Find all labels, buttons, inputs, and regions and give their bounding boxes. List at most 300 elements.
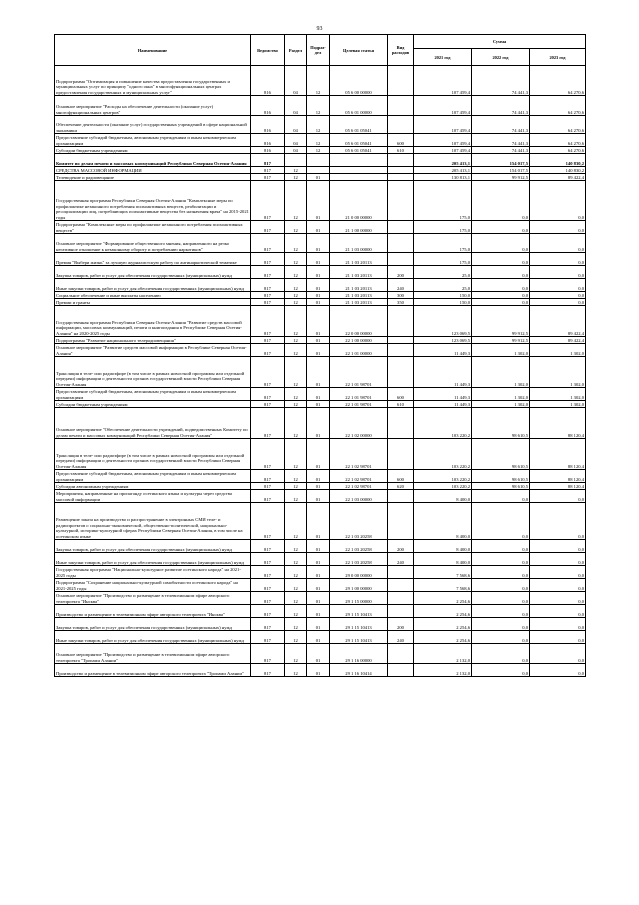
row-ministry: 817 xyxy=(251,618,285,631)
row-section: 12 xyxy=(285,579,307,592)
row-2023: 89 422,4 xyxy=(530,306,586,337)
header-expense-type: Вид расходов xyxy=(388,35,414,66)
row-subsection: 12 xyxy=(307,116,330,134)
row-section: 12 xyxy=(285,167,307,174)
row-expense-type: 600 xyxy=(388,388,414,401)
row-2021: 25,0 xyxy=(414,266,472,279)
row-2023: 0,0 xyxy=(530,644,586,664)
row-expense-type xyxy=(388,66,414,96)
row-ministry: 817 xyxy=(251,401,285,408)
row-expense-type xyxy=(388,221,414,234)
row-expense-type: 240 xyxy=(388,631,414,644)
row-2022: 0,0 xyxy=(472,292,530,299)
table-row xyxy=(55,618,586,631)
row-ministry: 817 xyxy=(251,234,285,253)
row-name: Предоставление субсидий бюджетным, автономным учреждениям и иным некоммерческим организациям xyxy=(55,470,251,483)
row-2021: 107 459,4 xyxy=(414,147,472,154)
row-section: 12 xyxy=(285,470,307,483)
row-name: Закупка товаров, работ и услуг для обеспечения государственных (муниципальных) нужд xyxy=(55,266,251,279)
row-target: 21 1 00 00000 xyxy=(330,221,388,234)
row-ministry: 817 xyxy=(251,631,285,644)
row-expense-type xyxy=(388,605,414,618)
row-2022: 0,0 xyxy=(472,490,530,503)
row-subsection: 01 xyxy=(307,299,330,306)
row-name: Социальное обеспечение и иные выплаты населению xyxy=(55,292,251,299)
row-2021: 107 459,4 xyxy=(414,134,472,147)
row-expense-type xyxy=(388,344,414,357)
row-name: Обеспечение деятельности (оказание услуг) государственных учреждений в сфере национальной экономики xyxy=(55,116,251,134)
row-subsection: 01 xyxy=(307,234,330,253)
row-2022: 98 610,5 xyxy=(472,439,530,470)
row-2022: 154 017,5 xyxy=(472,167,530,174)
table-row xyxy=(55,592,586,605)
row-2022: 99 912,5 xyxy=(472,337,530,344)
row-section: 12 xyxy=(285,540,307,553)
table-row xyxy=(55,605,586,618)
row-2023: 0,0 xyxy=(530,279,586,292)
row-subsection: 01 xyxy=(307,631,330,644)
row-target: 22 1 03 20258 xyxy=(330,540,388,553)
row-expense-type: 240 xyxy=(388,553,414,566)
row-2023: 0,0 xyxy=(530,292,586,299)
table-row xyxy=(55,292,586,299)
row-name: Иные закупки товаров, работ и услуг для обеспечения государственных (муниципальных) нужд xyxy=(55,279,251,292)
row-ministry: 816 xyxy=(251,147,285,154)
row-expense-type: 200 xyxy=(388,266,414,279)
row-2021: 11 449,3 xyxy=(414,388,472,401)
row-name: Предоставление субсидий бюджетным, автономным учреждениям и иным некоммерческим организациям xyxy=(55,388,251,401)
row-expense-type xyxy=(388,96,414,116)
row-2023: 0,0 xyxy=(530,540,586,553)
row-section: 12 xyxy=(285,644,307,664)
row-subsection: 01 xyxy=(307,253,330,266)
table-row xyxy=(55,408,586,439)
row-section: 12 xyxy=(285,234,307,253)
row-expense-type: 240 xyxy=(388,279,414,292)
row-section: 04 xyxy=(285,66,307,96)
row-name: Основное мероприятие "Формирование общественного мнения, направленного на резко негативное отношение к незаконному обороту и потреблению наркотиков" xyxy=(55,234,251,253)
row-target: 22 1 01 00000 xyxy=(330,344,388,357)
row-2023: 64 270,6 xyxy=(530,147,586,154)
row-ministry: 817 xyxy=(251,540,285,553)
row-ministry: 817 xyxy=(251,470,285,483)
row-2022: 0,0 xyxy=(472,566,530,579)
row-2022: 74 441,3 xyxy=(472,147,530,154)
table-row xyxy=(55,337,586,344)
row-subsection: 01 xyxy=(307,618,330,631)
row-target: 29 1 15 00000 xyxy=(330,592,388,605)
row-name: Основное мероприятие "Производство и размещение в телевизионном эфире авторского телепроекта "Тропами Алании" xyxy=(55,644,251,664)
row-2021: 8 400,0 xyxy=(414,553,472,566)
row-2023: 88 120,4 xyxy=(530,439,586,470)
row-ministry: 817 xyxy=(251,408,285,439)
row-2021: 175,0 xyxy=(414,181,472,221)
row-2023: 0,0 xyxy=(530,490,586,503)
row-expense-type xyxy=(388,154,414,167)
row-2021: 103 220,2 xyxy=(414,483,472,490)
table-row xyxy=(55,181,586,221)
row-target: 22 1 01 98701 xyxy=(330,401,388,408)
row-target: 22 1 01 98701 xyxy=(330,388,388,401)
row-expense-type: 600 xyxy=(388,470,414,483)
row-target: 22 1 00 00000 xyxy=(330,337,388,344)
row-section: 12 xyxy=(285,266,307,279)
row-expense-type: 300 xyxy=(388,292,414,299)
table-row xyxy=(55,483,586,490)
row-name: СРЕДСТВА МАССОВОЙ ИНФОРМАЦИИ xyxy=(55,167,251,174)
row-ministry: 817 xyxy=(251,579,285,592)
row-subsection: 01 xyxy=(307,605,330,618)
header-subsection: Подраз- дел xyxy=(307,35,330,66)
row-section: 12 xyxy=(285,592,307,605)
row-name: Закупка товаров, работ и услуг для обеспечения государственных (муниципальных) нужд xyxy=(55,618,251,631)
row-subsection: 01 xyxy=(307,503,330,540)
row-subsection: 01 xyxy=(307,644,330,664)
row-target: 29 0 00 00000 xyxy=(330,566,388,579)
row-2021: 8 400,0 xyxy=(414,490,472,503)
row-expense-type: 610 xyxy=(388,147,414,154)
row-subsection: 12 xyxy=(307,96,330,116)
row-2021: 25,0 xyxy=(414,279,472,292)
row-target: 21 1 03 20113 xyxy=(330,253,388,266)
row-2021: 2 254,6 xyxy=(414,618,472,631)
row-2023: 140 830,2 xyxy=(530,154,586,167)
row-target: 22 1 02 98701 xyxy=(330,470,388,483)
row-2021: 11 449,3 xyxy=(414,357,472,388)
row-subsection: 01 xyxy=(307,357,330,388)
row-section: 12 xyxy=(285,279,307,292)
row-target: 21 1 03 20113 xyxy=(330,279,388,292)
row-target: 29 1 00 00000 xyxy=(330,579,388,592)
row-2022: 0,0 xyxy=(472,540,530,553)
row-ministry: 817 xyxy=(251,553,285,566)
row-2021: 11 449,3 xyxy=(414,401,472,408)
row-ministry: 817 xyxy=(251,306,285,337)
row-ministry: 817 xyxy=(251,388,285,401)
table-row xyxy=(55,357,586,388)
row-ministry: 817 xyxy=(251,664,285,677)
row-ministry: 817 xyxy=(251,266,285,279)
row-name: Мероприятия, направленные на пропаганду осетинского языка и культуры через средства массовой информации xyxy=(55,490,251,503)
row-subsection xyxy=(307,167,330,174)
row-section: 12 xyxy=(285,408,307,439)
row-ministry: 817 xyxy=(251,154,285,167)
row-ministry: 817 xyxy=(251,605,285,618)
row-2023: 88 120,4 xyxy=(530,483,586,490)
row-2022: 74 441,3 xyxy=(472,66,530,96)
row-subsection: 01 xyxy=(307,579,330,592)
row-expense-type: 600 xyxy=(388,134,414,147)
row-name: Трансляция в теле- или радиоэфире (в том числе в рамках новостной программы или отдельной передачи) информации о деятельности органов государственной власти Республики Северная Осетия-Алания xyxy=(55,439,251,470)
row-target xyxy=(330,167,388,174)
row-2021: 130 813,1 xyxy=(414,174,472,181)
row-2022: 0,0 xyxy=(472,266,530,279)
row-expense-type xyxy=(388,644,414,664)
row-ministry: 817 xyxy=(251,279,285,292)
row-2023: 0,0 xyxy=(530,503,586,540)
row-subsection: 01 xyxy=(307,540,330,553)
table-row xyxy=(55,174,586,181)
row-2022: 0,0 xyxy=(472,618,530,631)
row-ministry: 817 xyxy=(251,299,285,306)
table-row xyxy=(55,299,586,306)
row-section xyxy=(285,154,307,167)
row-name: Подпрограмма "Развитие национального телерадиовещания" xyxy=(55,337,251,344)
row-2021: 150,0 xyxy=(414,299,472,306)
row-target: 22 1 02 00000 xyxy=(330,408,388,439)
row-2021: 107 459,4 xyxy=(414,116,472,134)
row-2022: 0,0 xyxy=(472,579,530,592)
row-2023: 0,0 xyxy=(530,234,586,253)
row-ministry: 817 xyxy=(251,490,285,503)
row-ministry: 817 xyxy=(251,221,285,234)
budget-table xyxy=(54,34,586,677)
table-row xyxy=(55,134,586,147)
row-subsection: 01 xyxy=(307,337,330,344)
row-2023: 0,0 xyxy=(530,579,586,592)
table-row xyxy=(55,540,586,553)
row-target: 05 6 01 05041 xyxy=(330,134,388,147)
row-2022: 1 302,0 xyxy=(472,388,530,401)
row-section: 04 xyxy=(285,96,307,116)
table-row xyxy=(55,344,586,357)
row-2022: 0,0 xyxy=(472,234,530,253)
row-target: 22 1 03 20258 xyxy=(330,503,388,540)
row-ministry: 817 xyxy=(251,439,285,470)
table-row xyxy=(55,306,586,337)
row-2023: 0,0 xyxy=(530,253,586,266)
row-2021: 107 459,4 xyxy=(414,96,472,116)
row-target: 05 6 00 00000 xyxy=(330,66,388,96)
row-name: Комитет по делам печати и массовых коммуникаций Республики Северная Осетия-Алания xyxy=(55,154,251,167)
row-2021: 205 413,1 xyxy=(414,154,472,167)
row-2021: 7 568,6 xyxy=(414,579,472,592)
row-expense-type xyxy=(388,167,414,174)
row-name: Предоставление субсидий бюджетным, автономным учреждениям и иным некоммерческим организациям xyxy=(55,134,251,147)
row-2023: 0,0 xyxy=(530,266,586,279)
row-ministry: 817 xyxy=(251,566,285,579)
table-row xyxy=(55,553,586,566)
row-section: 12 xyxy=(285,344,307,357)
row-expense-type xyxy=(388,306,414,337)
row-2021: 7 568,6 xyxy=(414,566,472,579)
row-name: Подпрограмма "Сохранение национально-культурной самобытности осетинского народа" на 2021-2025 годы xyxy=(55,579,251,592)
row-section: 12 xyxy=(285,253,307,266)
header-2021: 2021 год xyxy=(414,49,472,66)
row-2022: 98 610,5 xyxy=(472,408,530,439)
row-2023: 140 830,2 xyxy=(530,167,586,174)
row-section: 12 xyxy=(285,631,307,644)
row-expense-type: 350 xyxy=(388,299,414,306)
header-target: Целевая статья xyxy=(330,35,388,66)
row-2022: 0,0 xyxy=(472,644,530,664)
row-2021: 107 459,4 xyxy=(414,66,472,96)
row-target: 21 0 00 00000 xyxy=(330,181,388,221)
row-2021: 205 413,1 xyxy=(414,167,472,174)
row-ministry: 817 xyxy=(251,292,285,299)
row-section: 04 xyxy=(285,134,307,147)
row-subsection: 01 xyxy=(307,664,330,677)
row-2023: 88 120,4 xyxy=(530,470,586,483)
header-2022: 2022 год xyxy=(472,49,530,66)
row-subsection: 01 xyxy=(307,279,330,292)
row-subsection: 01 xyxy=(307,174,330,181)
header-ministry: Ведомство xyxy=(251,35,285,66)
row-2023: 64 270,6 xyxy=(530,66,586,96)
header-section: Раздел xyxy=(285,35,307,66)
row-expense-type xyxy=(388,664,414,677)
row-2023: 1 302,0 xyxy=(530,401,586,408)
row-2022: 0,0 xyxy=(472,631,530,644)
row-section: 12 xyxy=(285,401,307,408)
row-2021: 2 132,0 xyxy=(414,664,472,677)
row-subsection: 01 xyxy=(307,408,330,439)
row-2023: 88 120,4 xyxy=(530,408,586,439)
row-target: 21 1 03 20113 xyxy=(330,266,388,279)
row-2021: 175,0 xyxy=(414,221,472,234)
row-subsection: 01 xyxy=(307,566,330,579)
row-name: Государственная программа "Национально-культурное развитие осетинского народа" на 2021-2025 годы xyxy=(55,566,251,579)
row-section: 12 xyxy=(285,388,307,401)
row-2021: 8 400,0 xyxy=(414,503,472,540)
row-section: 12 xyxy=(285,664,307,677)
row-ministry: 817 xyxy=(251,503,285,540)
row-target: 22 1 02 98701 xyxy=(330,483,388,490)
row-subsection: 01 xyxy=(307,344,330,357)
row-expense-type: 620 xyxy=(388,483,414,490)
row-2021: 11 449,3 xyxy=(414,344,472,357)
row-section: 12 xyxy=(285,483,307,490)
row-ministry: 817 xyxy=(251,644,285,664)
table-row xyxy=(55,147,586,154)
row-expense-type xyxy=(388,592,414,605)
row-2023: 64 270,6 xyxy=(530,116,586,134)
row-section: 12 xyxy=(285,174,307,181)
row-2022: 0,0 xyxy=(472,253,530,266)
row-2023: 89 422,4 xyxy=(530,174,586,181)
table-row xyxy=(55,401,586,408)
row-ministry: 816 xyxy=(251,96,285,116)
row-2021: 8 400,0 xyxy=(414,540,472,553)
row-name: Основное мероприятие "Производство и размещение в телевизионном эфире авторского телепроекта "Инсква" xyxy=(55,592,251,605)
row-2021: 175,0 xyxy=(414,234,472,253)
row-2023: 1 302,0 xyxy=(530,388,586,401)
row-name: Иные закупки товаров, работ и услуг для обеспечения государственных (муниципальных) нужд xyxy=(55,631,251,644)
row-expense-type: 200 xyxy=(388,540,414,553)
row-ministry: 817 xyxy=(251,592,285,605)
row-target: 21 1 03 20113 xyxy=(330,292,388,299)
row-expense-type xyxy=(388,490,414,503)
table-row xyxy=(55,470,586,483)
row-section: 12 xyxy=(285,337,307,344)
row-section: 12 xyxy=(285,292,307,299)
row-ministry: 817 xyxy=(251,253,285,266)
table-row xyxy=(55,490,586,503)
row-expense-type xyxy=(388,408,414,439)
table-row xyxy=(55,439,586,470)
row-section: 12 xyxy=(285,605,307,618)
table-row xyxy=(55,167,586,174)
row-section: 12 xyxy=(285,490,307,503)
row-section: 12 xyxy=(285,503,307,540)
table-row xyxy=(55,234,586,253)
row-expense-type xyxy=(388,503,414,540)
row-name: Государственная программа Республики Северная Осетия-Алания "Развитие средств массовой информации, массовых коммуникаций, печати и книгоиздания в Республике Северная Осетия-Алания" на 2020-2025 годы xyxy=(55,306,251,337)
row-name: Размещение заказа на производство и распространение в электронных СМИ теле- и радиопроектов о социально-экономической, общественно-политической, национально-культурной, историко-культурной сферах Республики Северная Осетия-Алания, в том числе на осетинском языке xyxy=(55,503,251,540)
row-2023: 0,0 xyxy=(530,221,586,234)
row-target xyxy=(330,154,388,167)
row-2023: 0,0 xyxy=(530,631,586,644)
row-2021: 123 069,5 xyxy=(414,337,472,344)
table-row xyxy=(55,154,586,167)
row-2021: 2 132,0 xyxy=(414,644,472,664)
row-2023: 0,0 xyxy=(530,553,586,566)
table-row xyxy=(55,388,586,401)
row-ministry: 817 xyxy=(251,344,285,357)
row-2021: 150,0 xyxy=(414,292,472,299)
row-expense-type xyxy=(388,174,414,181)
row-subsection xyxy=(307,154,330,167)
row-section: 12 xyxy=(285,553,307,566)
row-2022: 98 610,5 xyxy=(472,483,530,490)
row-subsection: 01 xyxy=(307,592,330,605)
row-2022: 0,0 xyxy=(472,503,530,540)
row-2023: 89 422,4 xyxy=(530,337,586,344)
row-2022: 74 441,3 xyxy=(472,96,530,116)
row-target: 29 1 15 10413 xyxy=(330,631,388,644)
row-section: 12 xyxy=(285,357,307,388)
row-target: 05 6 01 05041 xyxy=(330,116,388,134)
row-target: 05 6 01 00000 xyxy=(330,96,388,116)
row-2023: 0,0 xyxy=(530,566,586,579)
table-row xyxy=(55,279,586,292)
table-row xyxy=(55,116,586,134)
row-2022: 0,0 xyxy=(472,181,530,221)
table-row xyxy=(55,266,586,279)
row-subsection: 01 xyxy=(307,388,330,401)
row-name: Государственная программа Республики Северная Осетия-Алания "Комплексные меры по профилактике незаконного потребления психоактивных веществ, реабилитации и ресоциализации лиц, потребляющих психоактивные вещества без назначения врача" на 2015-2021 годы xyxy=(55,181,251,221)
row-2022: 74 441,3 xyxy=(472,134,530,147)
row-target: 29 1 15 10413 xyxy=(330,605,388,618)
table-row xyxy=(55,664,586,677)
row-subsection: 01 xyxy=(307,292,330,299)
row-subsection: 01 xyxy=(307,483,330,490)
row-2022: 0,0 xyxy=(472,221,530,234)
row-2021: 103 220,2 xyxy=(414,470,472,483)
row-expense-type xyxy=(388,337,414,344)
table-row xyxy=(55,644,586,664)
header-name: Наименование xyxy=(55,35,251,66)
row-target: 22 1 02 98701 xyxy=(330,439,388,470)
row-name: Субсидии автономным учреждениям xyxy=(55,483,251,490)
row-name: Субсидии бюджетным учреждениям xyxy=(55,401,251,408)
row-subsection: 01 xyxy=(307,266,330,279)
row-2022: 1 302,0 xyxy=(472,401,530,408)
row-expense-type xyxy=(388,579,414,592)
row-name: Производство и размещение в телевизионном эфире авторского телепроекта "Тропами Алании" xyxy=(55,664,251,677)
row-2021: 123 069,5 xyxy=(414,306,472,337)
row-target: 29 1 16 10414 xyxy=(330,664,388,677)
row-2022: 99 912,5 xyxy=(472,306,530,337)
row-section: 12 xyxy=(285,299,307,306)
row-2023: 0,0 xyxy=(530,592,586,605)
row-name: Основное мероприятие "Расходы на обеспечение деятельности (оказание услуг) многофункциональных центров" xyxy=(55,96,251,116)
row-ministry: 816 xyxy=(251,116,285,134)
table-row xyxy=(55,66,586,96)
row-section: 04 xyxy=(285,147,307,154)
row-subsection: 01 xyxy=(307,306,330,337)
row-subsection: 01 xyxy=(307,181,330,221)
